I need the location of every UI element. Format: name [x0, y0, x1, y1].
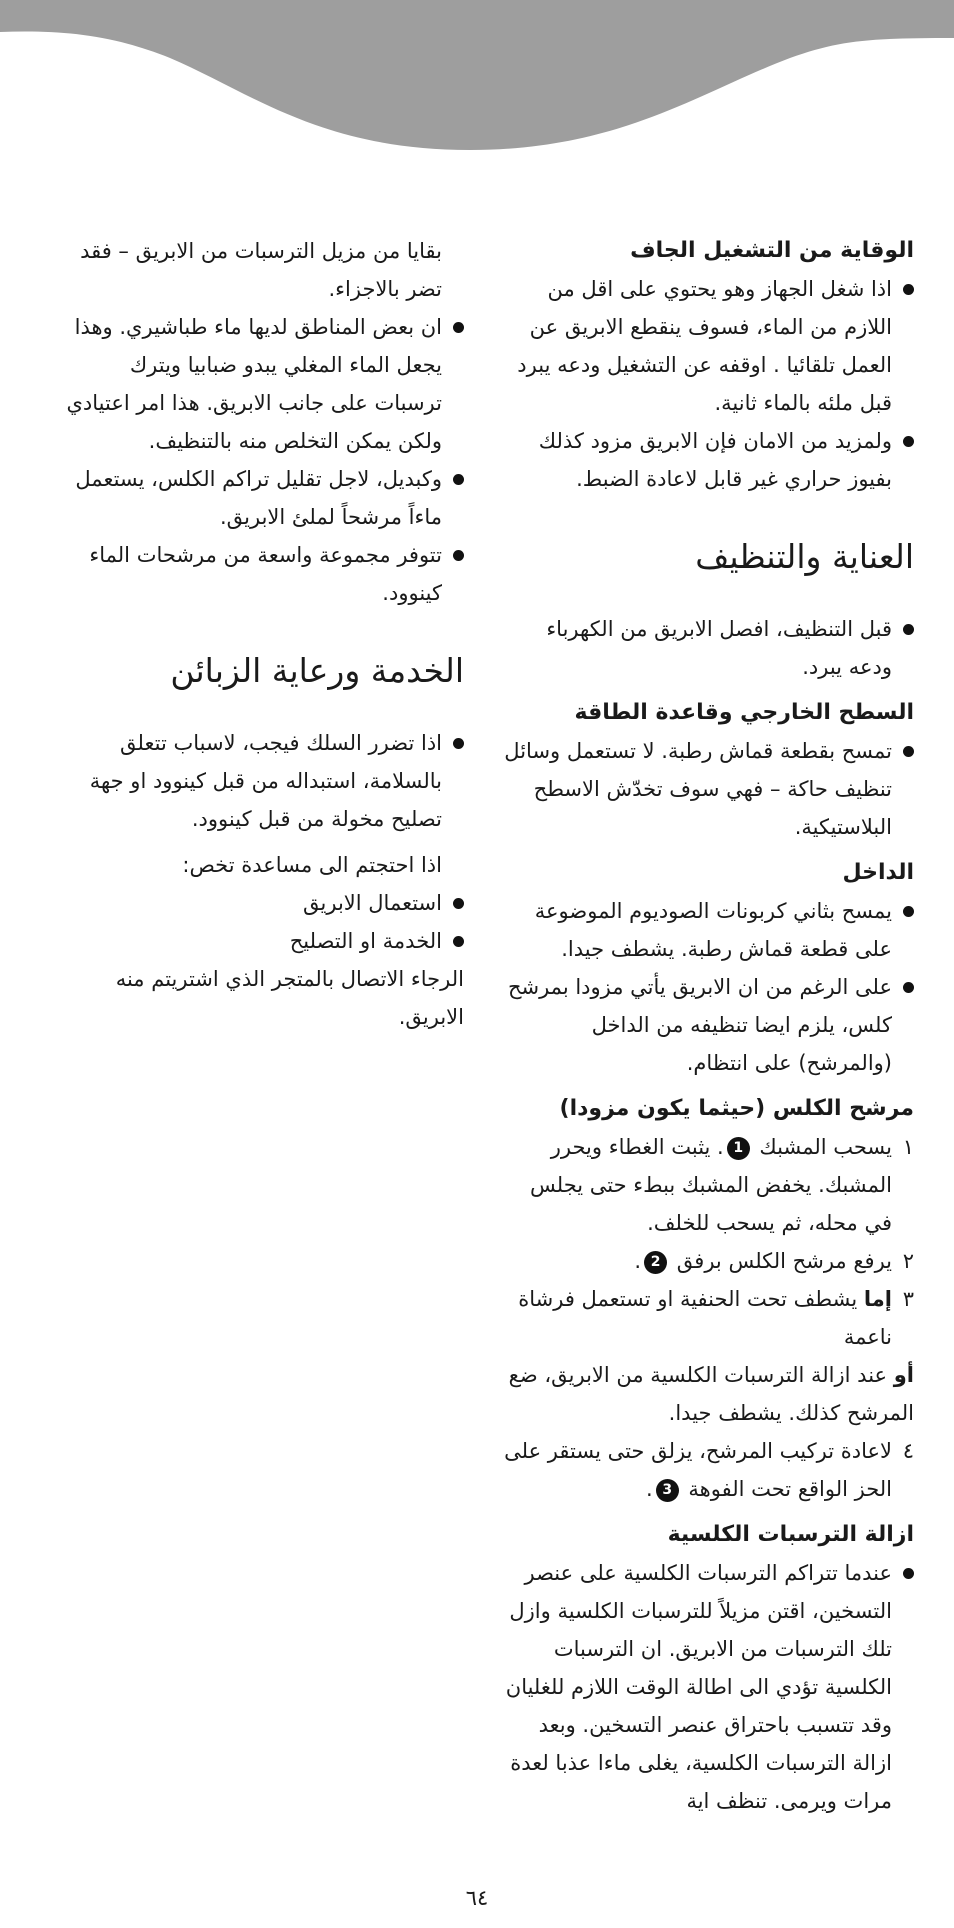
step-text: يرفع مرشح الكلس برفق [676, 1249, 892, 1273]
header-wave-banner [0, 0, 954, 160]
or-text: عند ازالة الترسبات الكلسية من الابريق، ضع المرشح كذلك. يشطف جيدا. [508, 1363, 914, 1425]
service-title: الخدمة ورعاية الزبائن [170, 651, 464, 690]
service-list [56, 724, 464, 838]
list-item: على الرغم من ان الابريق يأتي مزودا بمرشح كلس، يلزم ايضا تنظيفه من الداخل (والمرشح) على انتظام. [502, 968, 914, 1082]
filter-or-paragraph [502, 1356, 914, 1432]
list-item: قبل التنظيف، افصل الابريق من الكهرباء ودعه يبرد. [502, 610, 914, 686]
help-list [56, 884, 464, 960]
list-item: وكبديل، لاجل تقليل تراكم الكلس، يستعمل ماءاً مرشحاً لملئ الابريق. [56, 460, 464, 536]
step-number: ٤ [902, 1439, 914, 1463]
or-keyword: أو [893, 1363, 914, 1387]
left-column [56, 232, 464, 1036]
list-item: يمسح بثاني كربونات الصوديوم الموضوعة على قطعة قماش رطبة. يشطف جيدا. [502, 892, 914, 968]
list-item: ان بعض المناطق لديها ماء طباشيري. وهذا يجعل الماء المغلي يبدو ضبابيا ويترك ترسبات على جانب الابريق. هذا امر اعتيادي ولكن يمكن التخلص منه بالتنظيف. [56, 308, 464, 460]
step-number: ١ [902, 1135, 914, 1159]
list-item: تمسح بقطعة قماش رطبة. لا تستعمل وسائل تنظيف حاكة – فهي سوف تخدّش الاسطح البلاستيكية. [502, 732, 914, 846]
scale-filter-steps [502, 1128, 914, 1356]
list-item: عندما تتراكم الترسبات الكلسية على عنصر التسخين، اقتن مزيلاً للترسبات الكلسية وازل تلك الترسبات من الابريق. ان الترسبات الكلسية تؤدي الى اطالة الوقت اللازم للغليان وقد تتسبب باحتراق عنصر التسخين. وبعد ازالة الترسبات الكلسية، يغلى ماءا عذبا لعدة مرات ويرمى. تنظف اية [502, 1554, 914, 1820]
list-item: الخدمة او التصليح [56, 922, 464, 960]
scale-filter-heading: مرشح الكلس (حيثما يكون مزودا) [559, 1096, 914, 1121]
help-intro: اذا احتجتم الى مساعدة تخص: [182, 853, 442, 877]
step-text: . [646, 1477, 653, 1501]
dry-boil-list [502, 270, 914, 498]
right-column [502, 232, 914, 1820]
outer-surface-list [502, 732, 914, 846]
step-number: ٢ [902, 1249, 914, 1273]
step-text: . [634, 1249, 642, 1273]
descaling-heading: ازالة الترسبات الكلسية [667, 1522, 914, 1547]
list-item: ولمزيد من الامان فإن الابريق مزود كذلك بفيوز حراري غير قابل لاعادة الضبط. [502, 422, 914, 498]
step-text: لاعادة تركيب المرشح، يزلق حتى يستقر على الحز الواقع تحت الفوهة [504, 1439, 892, 1501]
list-item: اذا تضرر السلك فيجب، لاسباب تتعلق بالسلامة، استبداله من قبل كينوود او جهة تصليح مخولة من قبل كينوود. [56, 724, 464, 838]
outer-surface-heading: السطح الخارجي وقاعدة الطاقة [574, 700, 914, 725]
step-text: يسحب المشبك [759, 1135, 892, 1159]
step-item [502, 1280, 914, 1356]
care-cleaning-title: العناية والتنظيف [695, 537, 914, 576]
inside-list [502, 892, 914, 1082]
figure-1-badge-icon: 1 [727, 1137, 750, 1160]
continued-paragraph: بقايا من مزيل الترسبات من الابريق – فقد تضر بالاجزاء. [80, 239, 442, 301]
dry-boil-heading: الوقاية من التشغيل الجاف [630, 238, 914, 263]
scale-filter-step-4 [502, 1432, 914, 1508]
step-item [502, 1128, 914, 1242]
step-keyword: إما [863, 1287, 892, 1311]
descaling-tips-list [56, 308, 464, 612]
list-item: اذا شغل الجهاز وهو يحتوي على اقل من اللازم من الماء، فسوف ينقطع الابريق عن العمل تلقائيا . اوقفه عن التشغيل ودعه يبرد قبل ملئه بالماء ثانية. [502, 270, 914, 422]
step-text: . يثبت الغطاء ويحرر المشبك. يخفض المشبك ببطء حتى يجلس في محله، ثم يسحب للخلف. [529, 1135, 892, 1235]
step-item [502, 1242, 914, 1280]
step-text: يشطف تحت الحنفية او تستعمل فرشاة ناعمة [518, 1287, 892, 1349]
inside-heading: الداخل [842, 860, 914, 885]
figure-2-badge-icon: 2 [644, 1251, 667, 1274]
list-item: استعمال الابريق [56, 884, 464, 922]
contact-paragraph: الرجاء الاتصال بالمتجر الذي اشتريتم منه الابريق. [115, 967, 464, 1029]
step-item [502, 1432, 914, 1508]
figure-3-badge-icon: 3 [656, 1479, 679, 1502]
descaling-list [502, 1554, 914, 1820]
page-number: ٦٤ [465, 1886, 489, 1910]
care-list [502, 610, 914, 686]
step-number: ٣ [902, 1287, 914, 1311]
list-item: تتوفر مجموعة واسعة من مرشحات الماء كينوود. [56, 536, 464, 612]
